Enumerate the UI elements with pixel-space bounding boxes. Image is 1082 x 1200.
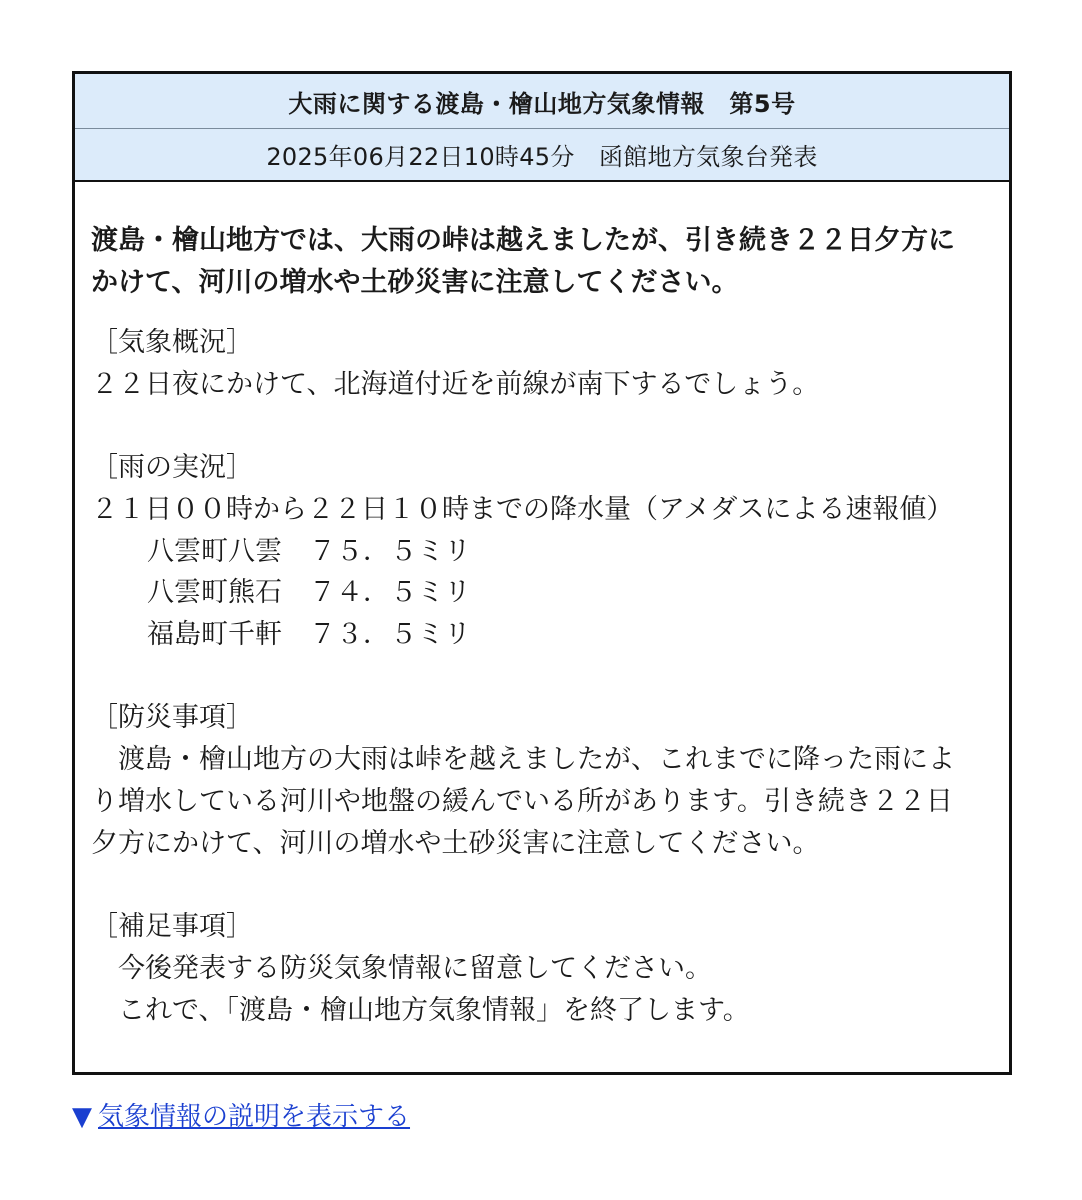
headline-line-1: 渡島・檜山地方では、大雨の峠は越えましたが、引き続き２２日夕方に xyxy=(91,225,955,256)
rain-text: ２１日００時から２２日１０時までの降水量（アメダスによる速報値） xyxy=(91,494,954,525)
overview-text: ２２日夜にかけて、北海道付近を前線が南下するでしょう。 xyxy=(91,369,820,400)
weather-info-panel xyxy=(72,71,1012,1075)
rain-row: 八雲町八雲 ７５．５ミリ xyxy=(147,536,471,567)
supplement-heading: ［補足事項］ xyxy=(91,911,253,942)
rain-row: 福島町千軒 ７３．５ミリ xyxy=(147,619,471,650)
headline-line-2: かけて、河川の増水や土砂災害に注意してください。 xyxy=(91,267,739,298)
rain-row: 八雲町熊石 ７４．５ミリ xyxy=(147,577,471,608)
disaster-text-line-2: り増水している河川や地盤の緩んでいる所があります。引き続き２２日 xyxy=(91,786,953,817)
supplement-text-line-1: 今後発表する防災気象情報に留意してください。 xyxy=(91,953,712,984)
overview-heading: ［気象概況］ xyxy=(91,327,253,358)
triangle-down-icon: ▼ xyxy=(72,1102,92,1132)
disaster-heading: ［防災事項］ xyxy=(91,702,253,733)
show-explanation-label: 気象情報の説明を表示する xyxy=(98,1102,411,1132)
bulletin-title: 大雨に関する渡島・檜山地方気象情報 第5号 xyxy=(75,74,1009,129)
supplement-text-line-2: これで、「渡島・檜山地方気象情報」を終了します。 xyxy=(91,995,750,1026)
rain-heading: ［雨の実況］ xyxy=(91,452,253,483)
disaster-text-line-1: 渡島・檜山地方の大雨は峠を越えましたが、これまでに降った雨によ xyxy=(91,744,955,775)
disaster-text-line-3: 夕方にかけて、河川の増水や土砂災害に注意してください。 xyxy=(91,828,820,859)
show-explanation-link[interactable] xyxy=(72,1096,410,1133)
issued-datetime: 2025年06月22日10時45分 函館地方気象台発表 xyxy=(75,129,1009,182)
